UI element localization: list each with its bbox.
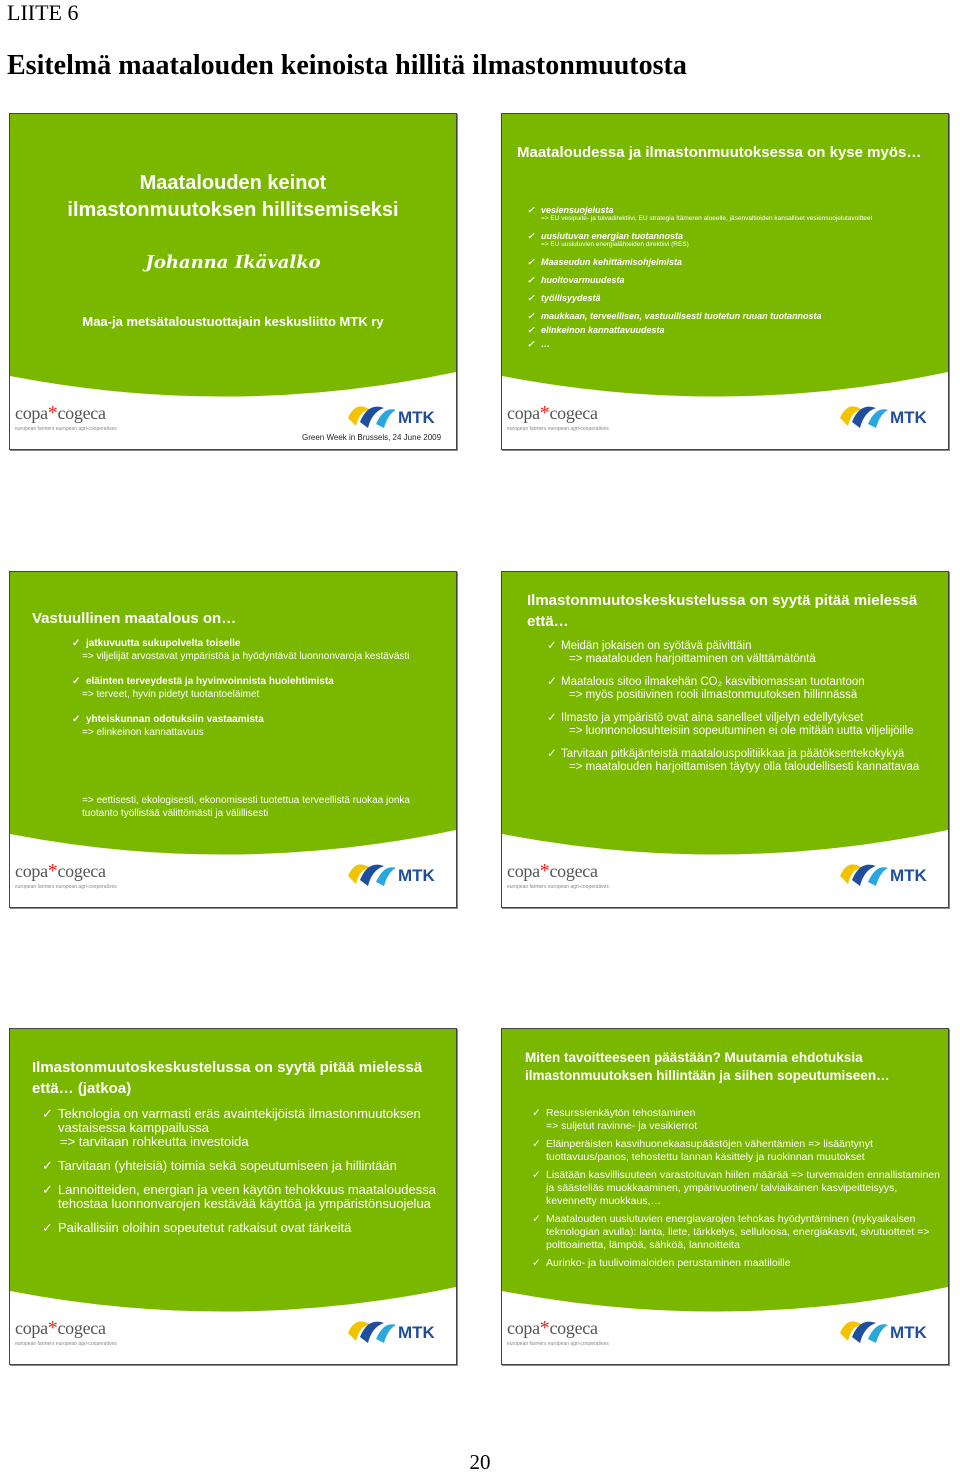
event-caption: Green Week in Brussels, 24 June 2009 (302, 433, 442, 442)
organization-name: Maa-ja metsätaloustuottajain keskusliitto MTK ry (82, 314, 384, 329)
slide-4 (501, 571, 949, 908)
list-item: ✓ elinkeinon kannattavuudesta (527, 325, 665, 335)
list-item: ✓ Tarvitaan (yhteisiä) toimia sekä sopeutumiseen ja hillintään (42, 1158, 397, 1173)
check-icon: ✓ (42, 1158, 53, 1173)
check-icon: ✓ (532, 1107, 541, 1119)
check-icon: ✓ (547, 748, 557, 760)
list-item: ✓ Aurinko- ja tuulivoimaloiden perustaminen maatiloille (532, 1257, 791, 1269)
bullet-list (72, 637, 412, 751)
list-item: ✓ Maaseudun kehittämisohjelmista (527, 257, 683, 267)
list-item: ✓ Paikallisiin oloihin sopeutetut ratkaisut ovat tärkeitä (42, 1220, 352, 1235)
check-icon: ✓ (527, 325, 535, 335)
mtk-logo: MTK (838, 400, 938, 434)
list-item: ✓ huoltovarmuudesta (527, 275, 625, 285)
list-item: ✓ Lisätään kasvillisuuteen varastoituvan hiilen määrää => turvemaiden ennallistaminen ja säästeliäs muokkaaminen, ympärivuotinen/ talviaikainen kasvipeitteisyys, kevennetty muokkaus,… (532, 1169, 940, 1207)
slide-footer (502, 854, 948, 907)
list-item: ✓ Tarvitaan pitkäjänteistä maatalouspolitiikkaa ja päätöksentekokykyä => maatalouden harjoittamisen täytyy olla taloudellisesti kannattavaa (547, 748, 920, 773)
slide-3 (9, 571, 457, 908)
copa-cogeca-tagline: european farmers european agri-cooperatives (15, 1341, 117, 1347)
slide-title: Ilmastonmuutoskeskustelussa on syytä pitää mielessä että… (jatkoa) (32, 1059, 423, 1097)
slide-footer (10, 854, 456, 907)
copa-cogeca-logo: copa*cogeca (15, 1317, 106, 1339)
list-item: ✓ Eläinperäisten kasvihuonekaasupäästöjen vähentämien => lisääntynyt tuottavuus/panos, tehostettu lannan käsittely ja ruokinnan muutokset (532, 1138, 873, 1163)
list-item: ✓ Maatalous sitoo ilmakehän CO₂ kasvibiomassan tuotantoon => myös positiivinen rooli ilmastonmuutoksen hillinnässä (547, 676, 865, 701)
bullet-list (547, 640, 927, 784)
list-item: ✓ Lannoitteiden, energian ja veen käytön tehokkuus maataloudessa tehostaa luonnonvarojen kestävää käyttöä ja ympäristönsuojelua (42, 1182, 436, 1211)
mtk-leaf-icon (346, 400, 398, 430)
list-item: ✓ työllisyydestä (527, 293, 601, 303)
slide-5 (9, 1028, 457, 1365)
mtk-logo: MTK (838, 858, 938, 892)
check-icon: ✓ (547, 712, 557, 724)
check-icon: ✓ (527, 311, 535, 321)
page-number: 20 (469, 1450, 491, 1474)
bullet-list (42, 1107, 442, 1245)
slide-2 (501, 113, 949, 450)
check-icon: ✓ (72, 714, 81, 725)
list-item: ✓ Ilmasto ja ympäristö ovat aina sanelleet viljelyn edellytykset => luonnonolosuhteisiin sopeutuminen ei ole mitään uutta viljelijöille (547, 712, 914, 737)
list-item: ✓ maukkaan, terveellisen, vastuullisesti tuotetun ruuan tuotannosta (527, 311, 822, 321)
bullet-list (532, 1107, 942, 1275)
check-icon: ✓ (42, 1220, 53, 1235)
mtk-leaf-icon (838, 1315, 890, 1345)
list-item: ✓ Resurssienkäytön tehostaminen => suljetut ravinne- ja vesikierrot (532, 1107, 698, 1132)
page-title: Esitelmä maatalouden keinoista hillitä ilmastonmuutosta (7, 50, 687, 81)
slide-1 (9, 113, 457, 450)
slide-footer (502, 396, 948, 449)
slide-footer (10, 396, 456, 449)
list-item: ✓ uusiutuvan energian tuotannosta => EU uusiutuvien energialähteiden direktiivi (RES) (527, 231, 689, 248)
copa-cogeca-tagline: european farmers european agri-cooperatives (15, 884, 117, 890)
mtk-logo: MTK (346, 1315, 446, 1349)
list-item: ✓ Maatalouden uusiutuvien energiavarojen tehokas hyödyntäminen (nykyaikaisen teknologian avulla): lanta, liete, tärkkelys, selluloosa, energiakasvit, sivutuotteet => polttoainetta, lämpöä, sähköä, lannoitteita (532, 1213, 930, 1251)
copa-cogeca-logo: copa*cogeca (507, 402, 598, 424)
copa-cogeca-logo: copa*cogeca (15, 402, 106, 424)
list-item: ✓ eläinten terveydestä ja hyvinvoinnista huolehtimista => terveet, hyvin pidetyt tuotantoeläimet (72, 676, 334, 700)
check-icon: ✓ (532, 1169, 541, 1181)
check-icon: ✓ (532, 1257, 541, 1269)
slide-footer (10, 1311, 456, 1364)
slide-title (20, 170, 446, 224)
copa-cogeca-tagline: european farmers european agri-cooperatives (15, 426, 117, 432)
copa-cogeca-logo: copa*cogeca (507, 1317, 598, 1339)
mtk-logo: MTK (346, 858, 446, 892)
copa-cogeca-logo: copa*cogeca (15, 860, 106, 882)
copa-cogeca-logo: copa*cogeca (507, 860, 598, 882)
check-icon: ✓ (72, 638, 81, 649)
mtk-leaf-icon (838, 858, 890, 888)
check-icon: ✓ (42, 1106, 53, 1121)
slide-6 (501, 1028, 949, 1365)
check-icon: ✓ (527, 293, 535, 303)
check-icon: ✓ (527, 205, 535, 215)
slide-title: Maataloudessa ja ilmastonmuutoksessa on kyse myös… (517, 144, 922, 161)
bullet-list (527, 205, 937, 357)
check-icon: ✓ (547, 676, 557, 688)
slide-title: Vastuullinen maatalous on… (32, 610, 237, 627)
check-icon: ✓ (527, 339, 535, 349)
author-name: Johanna Ikävalko (145, 252, 321, 273)
list-item: ✓ … (527, 339, 550, 349)
mtk-leaf-icon (838, 400, 890, 430)
mtk-logo: MTK (838, 1315, 938, 1349)
copa-cogeca-tagline: european farmers european agri-cooperatives (507, 426, 609, 432)
list-item: ✓ Teknologia on varmasti eräs avaintekijöistä ilmastonmuutoksen vastaisessa kamppailussa => tarvitaan rohkeutta investoida (42, 1106, 421, 1149)
closing-statement: => eettisesti, ekologisesti, ekonomisesti tuotettua terveellistä ruokaa jonka tuotanto työllistää välittömästi ja välillisesti (82, 795, 410, 819)
list-item: ✓ vesiensuojelusta => EU vesipuite- ja tulvadirektiivi, EU strategia Itämeren alueelle, jäsenvaltioiden kansalliset vesiensuojelutavoitteet (527, 205, 873, 222)
check-icon: ✓ (547, 640, 557, 652)
list-item: ✓ yhteiskunnan odotuksiin vastaamista => elinkeinon kannattavuus (72, 714, 264, 738)
check-icon: ✓ (532, 1138, 541, 1150)
list-item: ✓ Meidän jokaisen on syötävä päivittäin => maatalouden harjoittaminen on välttämätöntä (547, 640, 816, 665)
slide-title: Miten tavoitteeseen päästään? Muutamia ehdotuksia ilmastonmuutoksen hillintään ja siihen sopeutumiseen… (525, 1050, 890, 1083)
check-icon: ✓ (72, 676, 81, 687)
check-icon: ✓ (527, 257, 535, 267)
mtk-logo: MTK (346, 400, 446, 434)
slide-title: Ilmastonmuutoskeskustelussa on syytä pitää mielessä että… (527, 592, 918, 630)
check-icon: ✓ (42, 1182, 53, 1197)
check-icon: ✓ (527, 231, 535, 241)
list-item: ✓ jatkuvuutta sukupolvelta toiselle => viljelijät arvostavat ympäristöä ja hyödyntävät luonnonvaroja kestävästi (72, 638, 410, 662)
check-icon: ✓ (527, 275, 535, 285)
copa-cogeca-tagline: european farmers european agri-cooperatives (507, 884, 609, 890)
appendix-label: LIITE 6 (7, 0, 79, 25)
mtk-leaf-icon (346, 858, 398, 888)
check-icon: ✓ (532, 1213, 541, 1225)
mtk-leaf-icon (346, 1315, 398, 1345)
slide-title-line: Maatalouden keinot (139, 172, 327, 194)
slide-footer (502, 1311, 948, 1364)
slide-title-line: ilmastonmuutoksen hillitsemiseksi (67, 199, 399, 221)
copa-cogeca-tagline: european farmers european agri-cooperatives (507, 1341, 609, 1347)
